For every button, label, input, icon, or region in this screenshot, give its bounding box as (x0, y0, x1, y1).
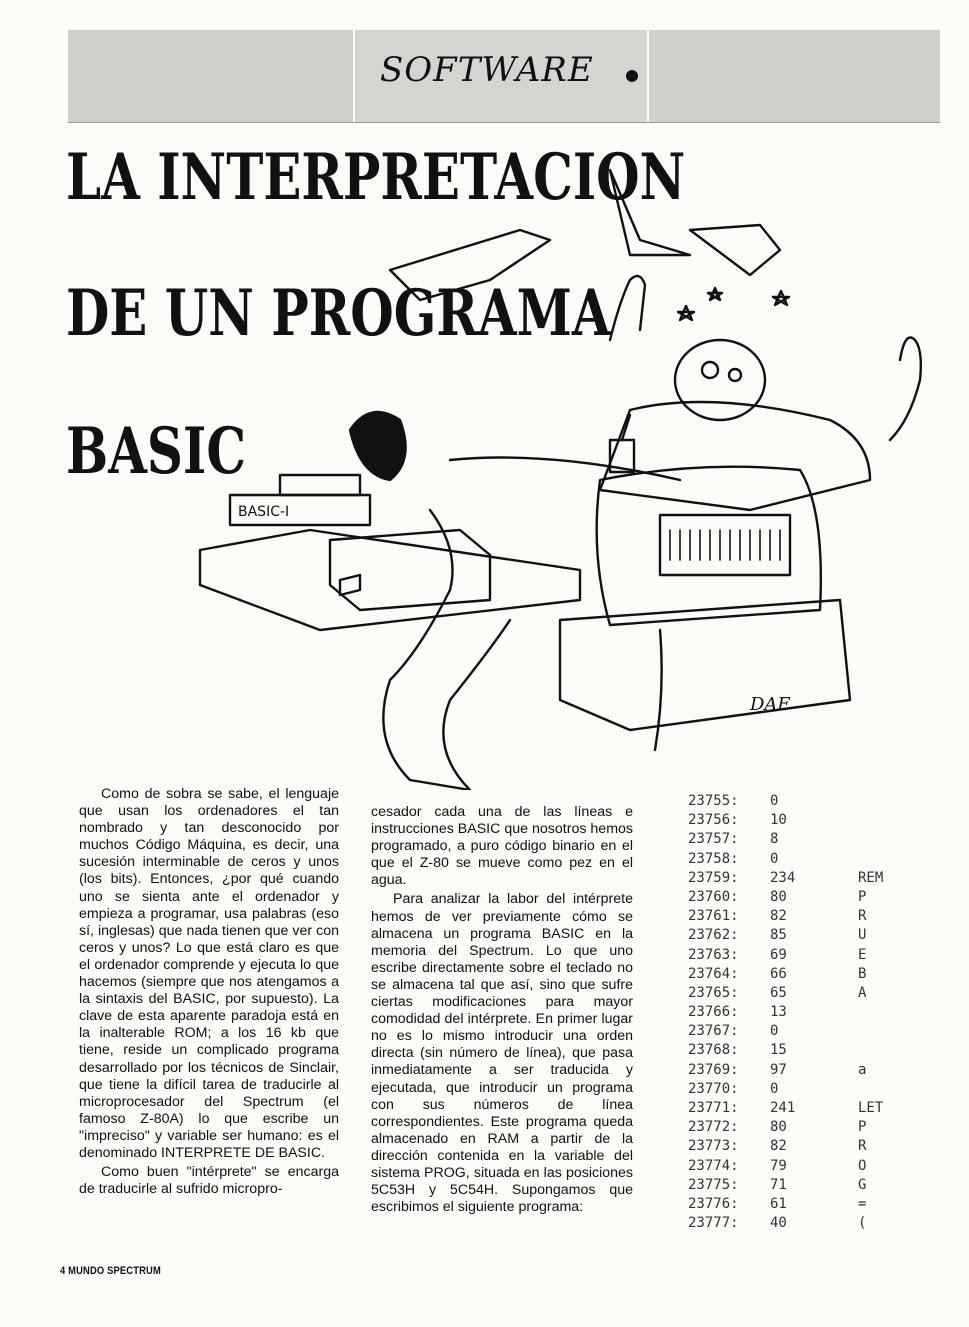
memory-dump-listing (688, 793, 928, 1234)
book-top (280, 475, 360, 495)
memory-address: 23771: (688, 1100, 739, 1116)
left-hand (610, 276, 645, 340)
memory-value: 69 (770, 946, 787, 963)
title-line-3: BASIC (66, 414, 247, 489)
memory-value: 80 (770, 1119, 787, 1136)
memory-row (688, 947, 928, 966)
memory-value: 71 (770, 1176, 787, 1193)
memory-address: 23766: (688, 1004, 739, 1021)
memory-value: 65 (770, 984, 787, 1001)
memory-address: 23777: (688, 1215, 739, 1232)
memory-char: U (858, 927, 867, 944)
memory-address: 23769: (688, 1061, 739, 1078)
memory-char: E (858, 946, 867, 963)
memory-value: 80 (770, 888, 787, 905)
power-cable (655, 630, 662, 750)
monitor-vents (670, 530, 780, 560)
shoe (350, 412, 406, 480)
memory-value: 0 (770, 793, 779, 809)
printer-slot (340, 575, 360, 595)
dizzy-star-3 (773, 291, 789, 305)
memory-row (688, 889, 928, 908)
computer-monitor (597, 467, 821, 625)
memory-value: 40 (770, 1215, 787, 1232)
memory-value: 8 (770, 831, 779, 848)
memory-row (688, 985, 928, 1004)
memory-address: 23770: (688, 1080, 739, 1097)
memory-value: 82 (770, 1138, 787, 1155)
memory-value: 10 (770, 812, 787, 829)
person-legs (450, 458, 680, 481)
memory-address: 23762: (688, 927, 739, 944)
page-footer: 4 MUNDO SPECTRUM (60, 1265, 161, 1277)
desk (200, 530, 580, 630)
memory-char: = (858, 1195, 867, 1212)
artist-signature: DAE (750, 694, 791, 715)
memory-char: A (858, 984, 867, 1001)
paragraph: cesador cada una de las líneas e instrucciones BASIC que nosotros hemos programado, a puro código binario en el que el Z-80 se mueve como pez en el agua. (371, 804, 633, 889)
memory-char: P (858, 1119, 867, 1136)
memory-value: 85 (770, 927, 787, 944)
memory-row (688, 966, 928, 985)
memory-char: P (858, 888, 867, 905)
memory-row (688, 1023, 928, 1042)
memory-value: 61 (770, 1195, 787, 1212)
memory-address: 23768: (688, 1042, 739, 1059)
memory-value: 79 (770, 1157, 787, 1174)
dizzy-star-1 (678, 306, 694, 320)
memory-address: 23758: (688, 850, 739, 867)
memory-row (688, 1081, 928, 1100)
memory-row (688, 851, 928, 870)
memory-address: 23765: (688, 984, 739, 1001)
memory-row (688, 831, 928, 850)
memory-address: 23764: (688, 965, 739, 982)
memory-address: 23773: (688, 1138, 739, 1155)
memory-row (688, 1177, 928, 1196)
logo-dot (626, 70, 638, 82)
title-line-1: LA INTERPRETACION (66, 140, 686, 215)
memory-value: 82 (770, 908, 787, 925)
book-label: BASIC-I (238, 504, 290, 520)
cabinet (560, 600, 850, 730)
flying-paper-2 (610, 170, 690, 255)
memory-address: 23767: (688, 1023, 739, 1040)
memory-row (688, 1042, 928, 1061)
memory-row (688, 793, 928, 812)
memory-value: 241 (770, 1100, 796, 1116)
memory-row (688, 1119, 928, 1138)
memory-value: 13 (770, 1004, 787, 1021)
body-column-2 (371, 804, 633, 1216)
memory-address: 23761: (688, 908, 739, 925)
memory-address: 23776: (688, 1195, 739, 1212)
memory-row (688, 870, 928, 889)
header-panel-right (649, 30, 942, 122)
memory-address: 23757: (688, 831, 739, 848)
memory-row (688, 1158, 928, 1177)
right-hand (890, 338, 921, 441)
memory-address: 23756: (688, 812, 739, 829)
memory-char: ( (858, 1215, 867, 1232)
printer (330, 530, 490, 610)
memory-value: 66 (770, 965, 787, 982)
memory-char: R (858, 908, 867, 925)
memory-value: 97 (770, 1061, 787, 1078)
memory-value: 15 (770, 1042, 787, 1059)
memory-address: 23763: (688, 946, 739, 963)
memory-row (688, 908, 928, 927)
memory-char: O (858, 1157, 867, 1174)
memory-row (688, 1138, 928, 1157)
paragraph: Para analizar la labor del intérprete hemos de ver previamente cómo se almacena un programa BASIC en la memoria del Spectrum. Lo que uno escribe directamente sobre el teclado no se almacena tal que así, sino que sufre ciertas modificaciones para mayor comodidad del intérprete. En primer lugar no es lo mismo introducir una orden directa (sin número de línea), que pasa inmediatamente a ser traducida y ejecutada, que introducir un programa con sus números de línea correspondientes. Este programa queda almacenado en RAM a partir de la dirección contenida en la variable del sistema PROG, situada en las posiciones 5C53H y 5C54H. Supongamos que escribimos el siguiente programa: (371, 891, 633, 1216)
memory-row (688, 1062, 928, 1081)
memory-address: 23774: (688, 1157, 739, 1174)
memory-address: 23772: (688, 1119, 739, 1136)
memory-char: LET (858, 1100, 884, 1116)
paragraph: Como buen "intérprete" se encarga de traducirle al sufrido micropro- (79, 1164, 339, 1198)
memory-value: 0 (770, 850, 779, 867)
dizzy-star-2 (708, 288, 722, 300)
memory-address: 23775: (688, 1176, 739, 1193)
header-panel-left (68, 30, 355, 122)
section-logo: SOFTWARE (380, 50, 594, 90)
memory-address: 23760: (688, 888, 739, 905)
memory-value: 0 (770, 1080, 779, 1097)
memory-char: B (858, 965, 867, 982)
memory-row (688, 927, 928, 946)
memory-row (688, 1196, 928, 1215)
memory-address: 23755: (688, 793, 739, 809)
memory-row (688, 812, 928, 831)
cartoon-illustration (190, 130, 969, 790)
paragraph: Como de sobra se sabe, el lenguaje que usan los ordenadores el tan nombrado y tan desconocido por muchos Código Máquina, es decir, una sucesión interminable de ceros y unos (los bits). Entonces, ¿por qué cuando uno se sienta ante el ordenador y empieza a programar, usa palabras (eso sí, inglesas) que nada tienen que ver con ceros y unos? Lo que está claro es que el ordenador comprende y ejecuta lo que hacemos (siempre que nos atengamos a la sintaxis del BASIC, por supuesto). La clave de esta aparente paradoja está en la inalterable ROM; a los 16 kb que tiene, reside un complicado programa desarrollado por los técnicos de Sinclair, que tiene la difícil tarea de traducirle al microprocesador del Spectrum (el famoso Z-80A) lo que escribe un "impreciso" y variable ser humano: es el denominado INTERPRETE DE BASIC. (79, 786, 339, 1161)
memory-row (688, 1004, 928, 1023)
person-head (675, 340, 765, 420)
title-line-2: DE UN PROGRAMA (66, 276, 611, 351)
memory-char: a (858, 1061, 867, 1078)
eye (729, 369, 741, 381)
memory-char: REM (858, 869, 884, 886)
eye (702, 362, 718, 378)
flying-paper-3 (690, 225, 780, 275)
memory-value: 234 (770, 869, 796, 886)
paper-stream (383, 510, 510, 790)
memory-value: 0 (770, 1023, 779, 1040)
memory-row (688, 1215, 928, 1234)
body-column-1 (79, 786, 339, 1198)
memory-char: R (858, 1138, 867, 1155)
memory-char: G (858, 1176, 867, 1193)
flying-paper-1 (390, 230, 550, 300)
memory-row (688, 1100, 928, 1119)
memory-address: 23759: (688, 869, 739, 886)
